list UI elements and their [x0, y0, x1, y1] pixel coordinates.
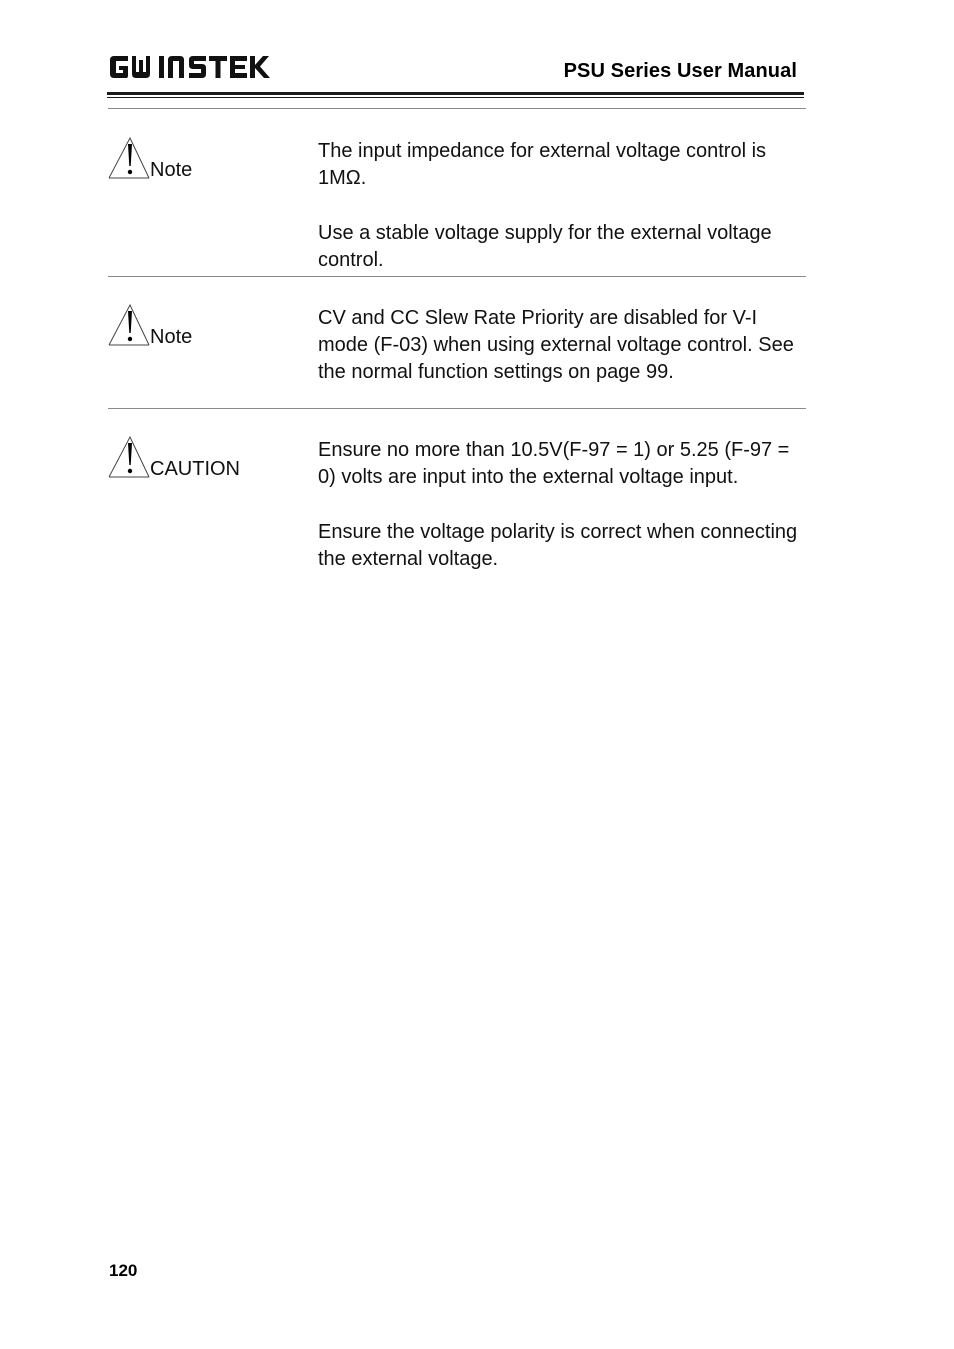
notice-label-2 — [108, 303, 308, 351]
warning-triangle-icon — [108, 303, 150, 347]
header-rule-thin — [107, 97, 804, 98]
notice-label-3 — [108, 435, 308, 483]
row-divider — [108, 408, 806, 409]
row-divider — [108, 108, 806, 109]
warning-triangle-icon — [108, 136, 150, 180]
note-label: Note — [150, 159, 193, 181]
page-number: 120 — [109, 1261, 138, 1280]
notice-paragraph: CV and CC Slew Rate Priority are disabled for V-I mode (F-03) when using external voltage control. See the normal function settings on page 99. — [318, 307, 794, 383]
notice-paragraph: The input impedance for external voltage control is 1MΩ. — [318, 140, 767, 189]
manual-title: PSU Series User Manual — [563, 60, 797, 82]
warning-triangle-icon — [108, 435, 150, 479]
notice-label-1 — [108, 136, 308, 184]
notice-paragraph: Ensure the voltage polarity is correct when connecting the external voltage. — [318, 521, 798, 570]
gw-instek-logo — [108, 52, 278, 86]
caution-label: CAUTION — [150, 458, 240, 480]
notice-paragraph: Ensure no more than 10.5V(F-97 = 1) or 5.25 (F-97 = 0) volts are input into the external voltage input. — [318, 439, 790, 488]
note-label: Note — [150, 326, 193, 348]
notice-paragraph: Use a stable voltage supply for the external voltage control. — [318, 222, 772, 271]
header-rule-thick — [107, 92, 804, 95]
row-divider — [108, 276, 806, 277]
